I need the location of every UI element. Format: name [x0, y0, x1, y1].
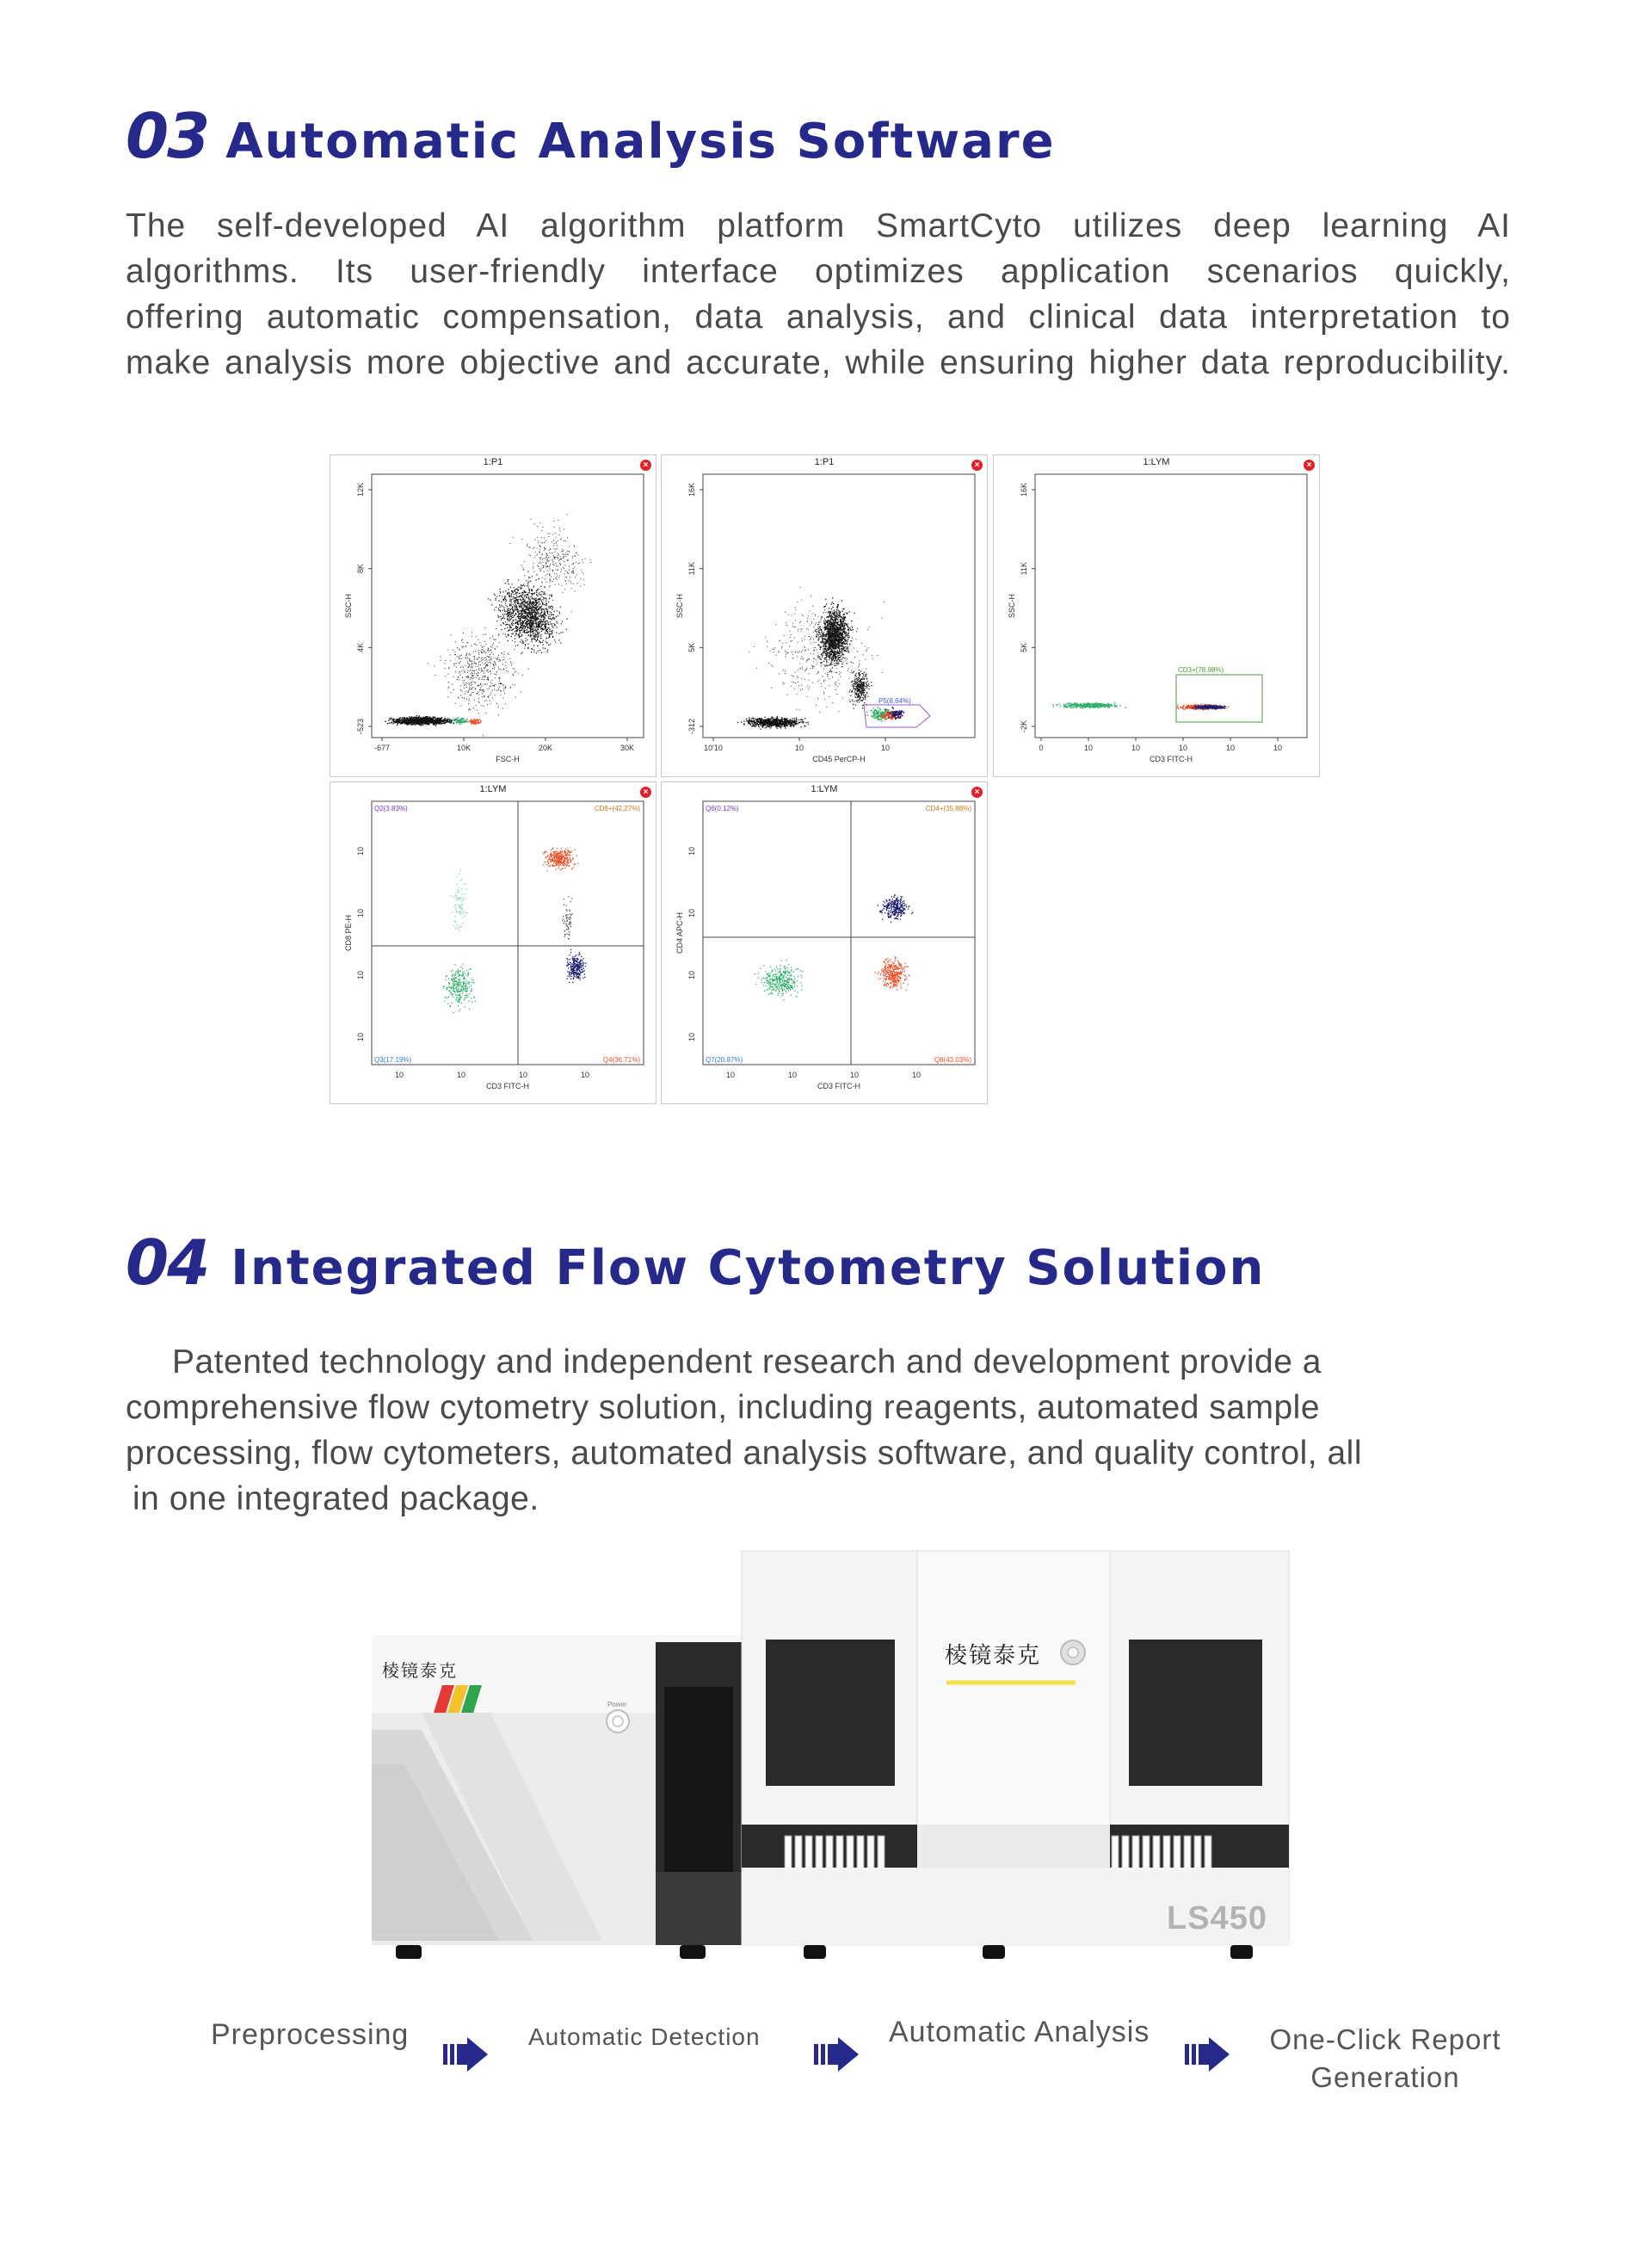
y-tick-label: 10: [356, 846, 365, 856]
plot-area: [1035, 474, 1307, 738]
close-icon[interactable]: ×: [971, 787, 983, 798]
event-cluster: [450, 870, 468, 932]
y-tick-label: 10: [687, 908, 696, 918]
x-tick-label: 10: [518, 1071, 528, 1079]
scatter-plot-cd45-ssc: [661, 454, 988, 777]
quadrant-label-tl: Q2(3.83%): [374, 805, 408, 812]
quadrant-label-tr: CD4+(35.88%): [925, 805, 971, 812]
plot-canvas: [662, 782, 987, 1103]
section3-line-3: offering automatic compensation, data analysis, and clinical data interpretation to: [126, 299, 1511, 336]
event-cluster: [385, 715, 459, 726]
section4-heading: [126, 1226, 1265, 1299]
x-tick-label: 10: [1083, 744, 1094, 752]
y-tick-label: 10: [687, 846, 696, 856]
event-cluster: [566, 949, 587, 984]
x-tick-label: 10: [911, 1071, 922, 1079]
event-cluster: [755, 960, 804, 1001]
close-icon[interactable]: ×: [640, 787, 651, 798]
model-label: LS450: [1167, 1900, 1267, 1936]
quadrant-label-bl: Q7(20.97%): [706, 1056, 743, 1064]
quadrant-label-bl: Q3(17.19%): [374, 1056, 412, 1064]
y-tick-label: 12K: [356, 482, 365, 497]
power-label: Power: [607, 1701, 627, 1708]
x-tick-label: 0: [1039, 744, 1044, 752]
y-tick-label: -312: [687, 718, 696, 735]
y-axis-label: CD4 APC-H: [675, 911, 684, 954]
section3-line-2: algorithms. Its user-friendly interface optimizes application scenarios quickly,: [126, 253, 1511, 290]
event-cluster: [814, 597, 855, 675]
y-tick-label: 16K: [1020, 482, 1028, 497]
x-axis-label: CD3 FITC-H: [817, 1082, 860, 1090]
plot-canvas: [330, 455, 656, 776]
x-tick-label: 10: [1273, 744, 1283, 752]
y-tick-label: 10: [356, 1032, 365, 1042]
gate-label: P5(8.64%): [878, 697, 911, 705]
section4-number: 04: [126, 1226, 209, 1299]
x-tick-label: 10'10: [704, 744, 723, 752]
y-axis-label: SSC-H: [675, 593, 684, 619]
close-icon[interactable]: ×: [640, 460, 651, 471]
section4-title: Integrated Flow Cytometry Solution: [231, 1240, 1266, 1296]
quadrant-label-br: Q8(43.03%): [934, 1056, 971, 1064]
x-axis-label: CD45 PerCP-H: [812, 755, 866, 763]
close-icon[interactable]: ×: [1304, 460, 1315, 471]
workflow-step-analysis: Automatic Analysis: [889, 2016, 1150, 2048]
section3-number: 03: [126, 100, 209, 172]
y-tick-label: 5K: [1020, 642, 1028, 652]
y-tick-label: 5K: [687, 642, 696, 652]
x-axis-label: FSC-H: [496, 755, 520, 763]
event-cluster: [543, 848, 579, 872]
x-tick-label: 10: [880, 744, 891, 752]
x-tick-label: 10: [456, 1071, 466, 1079]
section3-line-4: make analysis more objective and accurate, while ensuring higher data reproducibility.: [126, 344, 1511, 381]
plot-title: 1:LYM: [479, 784, 507, 794]
plot-title: 1:P1: [483, 457, 503, 467]
section4-line-2: comprehensive flow cytometry solution, including reagents, automated sample: [126, 1389, 1321, 1426]
gate-cd3: [1176, 675, 1262, 722]
section3-title: Automatic Analysis Software: [225, 114, 1056, 170]
y-axis-label: SSC-H: [1008, 593, 1016, 619]
section4-line-3: processing, flow cytometers, automated analysis software, and quality control, all: [126, 1435, 1363, 1472]
event-cluster: [849, 670, 872, 709]
gate-label: CD3+(78.98%): [1178, 666, 1224, 674]
quadrant-label-br: Q4(36.71%): [602, 1056, 640, 1064]
event-cluster: [1052, 702, 1126, 709]
event-cluster: [442, 964, 476, 1014]
section3-line-1: The self-developed AI algorithm platform SmartCyto utilizes deep learning AI: [126, 207, 1511, 244]
workflow-step-report: [1265, 2021, 1506, 2097]
scatter-plot-cd3-ssc: [993, 454, 1320, 777]
arrow-right-icon: [814, 2037, 859, 2076]
plot-canvas: [662, 455, 987, 776]
event-cluster: [878, 894, 914, 923]
x-axis-label: CD3 FITC-H: [486, 1082, 529, 1090]
instrument-graphic: [370, 1549, 1291, 1971]
arrow-right-icon: [443, 2037, 488, 2076]
x-tick-label: 10: [1131, 744, 1141, 752]
plot-area: [703, 801, 975, 1065]
quadrant-plot-cd3-cd8: [330, 781, 656, 1104]
x-tick-label: -677: [373, 744, 391, 752]
x-tick-label: 30K: [620, 744, 635, 752]
report-line-2: Generation: [1310, 2061, 1460, 2093]
workflow-step-detection: Automatic Detection: [528, 2023, 761, 2050]
workflow-step-preprocessing: Preprocessing: [211, 2018, 410, 2051]
plot-canvas: [330, 782, 656, 1103]
event-cluster: [467, 719, 481, 725]
y-tick-label: 8K: [356, 564, 365, 574]
y-tick-label: 11K: [1020, 561, 1028, 576]
section4-line-4: in one integrated package.: [133, 1480, 539, 1517]
y-tick-label: 10: [356, 970, 365, 980]
y-axis-label: CD8 PE-H: [344, 914, 353, 952]
brand-logo-center: 棱镜泰克: [945, 1642, 1042, 1668]
x-tick-label: 10: [849, 1071, 860, 1079]
y-tick-label: -523: [356, 718, 365, 735]
y-tick-label: 10: [356, 908, 365, 918]
section4-line-1: Patented technology and independent research and development provide a: [172, 1343, 1322, 1380]
plot-canvas: [994, 455, 1319, 776]
scatter-plot-fsc-ssc: [330, 454, 656, 777]
plot-area: [703, 474, 975, 738]
event-cluster: [875, 956, 910, 991]
quadrant-label-tl: Q6(0.12%): [706, 805, 739, 812]
section4-paragraph: [126, 1339, 1511, 1522]
quadrant-label-tr: CD8+(42.27%): [594, 805, 640, 812]
instrument-illustration: [370, 1549, 1291, 1971]
quadrant-plot-cd3-cd4: [661, 781, 988, 1104]
x-tick-label: 10: [794, 744, 804, 752]
x-axis-label: CD3 FITC-H: [1150, 755, 1193, 763]
x-tick-label: 10: [787, 1071, 798, 1079]
y-tick-label: 16K: [687, 482, 696, 497]
brand-logo-left: 棱镜泰克: [382, 1662, 458, 1681]
plot-area: [372, 801, 644, 1065]
y-axis-label: SSC-H: [344, 593, 353, 619]
x-tick-label: 20K: [538, 744, 553, 752]
y-tick-label: 11K: [687, 561, 696, 576]
event-cluster: [737, 716, 809, 730]
x-tick-label: 10: [1178, 744, 1188, 752]
x-tick-label: 10: [394, 1071, 404, 1079]
plot-title: 1:LYM: [811, 784, 838, 794]
close-icon[interactable]: ×: [971, 460, 983, 471]
section3-paragraph: [126, 203, 1511, 386]
x-tick-label: 10: [725, 1071, 736, 1079]
section3-heading: [126, 100, 1056, 172]
y-tick-label: 4K: [356, 642, 365, 652]
x-tick-label: 10: [580, 1071, 590, 1079]
x-tick-label: 10: [1225, 744, 1236, 752]
plot-title: 1:P1: [814, 457, 835, 467]
event-cluster: [488, 569, 567, 654]
arrow-right-icon: [1185, 2037, 1230, 2076]
y-tick-label: 10: [687, 1032, 696, 1042]
x-tick-label: 10K: [456, 744, 472, 752]
y-tick-label: -2K: [1020, 720, 1028, 733]
report-line-1: One-Click Report: [1269, 2023, 1501, 2055]
plot-title: 1:LYM: [1143, 457, 1170, 467]
y-tick-label: 10: [687, 970, 696, 980]
event-cluster: [562, 897, 573, 940]
